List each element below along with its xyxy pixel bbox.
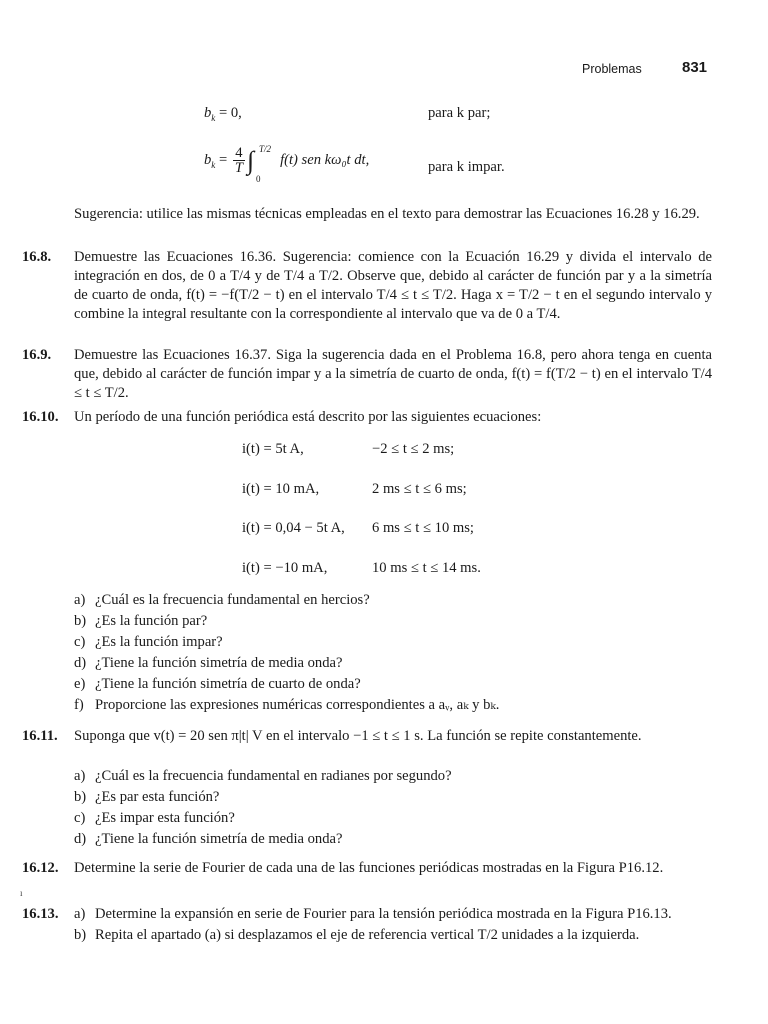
list-item: c) ¿Es la función impar?: [74, 634, 223, 650]
equation-row: i(t) = 0,04 − 5t A, 6 ms ≤ t ≤ 10 ms;: [242, 520, 474, 536]
problem-number: 16.9.: [22, 347, 52, 363]
problem-16-10-options: [74, 591, 714, 717]
equation-bk-odd: $b_k$ = $\frac{4}{T}$ ∫ T/2 0 f(t) sen kω₀t dt,: [204, 144, 370, 184]
list-item: a) Determine la expansión en serie de Fourier para la tensión periódica mostrada en la Figura P16.13.: [74, 906, 672, 922]
equation-row: i(t) = 10 mA, 2 ms ≤ t ≤ 6 ms;: [242, 481, 467, 497]
problem-number: 16.12.: [22, 860, 59, 876]
equation-bk-odd-condition: para k impar.: [428, 159, 505, 175]
section-title: Problemas: [582, 62, 642, 76]
problem-number: 16.11.: [22, 728, 58, 744]
problem-16-12: [22, 859, 712, 878]
fraction: $\frac{4}{T}$: [234, 145, 243, 176]
equation-row: i(t) = −10 mA, 10 ms ≤ t ≤ 14 ms.: [242, 560, 481, 576]
problem-text: Demuestre las Ecuaciones 16.36. Sugerencia: comience con la Ecuación 16.29 y divida el intervalo de integración en dos, de 0 a T/4 y de T/4 a T/2. Observe que, debido al carácter de función par y a la simetría de cuarto de onda, f(t) = −f(T/2 − t) en el intervalo T/4 ≤ t ≤ T/2. Haga x = T/2 − t en el segundo intervalo y combine la integral resultante con la correspondiente al intervalo que va de 0 a T/4.: [74, 249, 712, 322]
problem-number: 16.13.: [22, 906, 59, 922]
list-item: a) ¿Cuál es la frecuencia fundamental en radianes por segundo?: [74, 768, 452, 784]
list-item: b) ¿Es par esta función?: [74, 789, 220, 805]
problem-text: Determine la serie de Fourier de cada una de las funciones periódicas mostradas en la Figura P16.12.: [74, 860, 664, 876]
list-item: d) ¿Tiene la función simetría de media onda?: [74, 655, 343, 671]
list-item: f) Proporcione las expresiones numéricas correspondientes a aᵥ, aₖ y bₖ.: [74, 697, 500, 713]
problem-text: Demuestre las Ecuaciones 16.37. Siga la sugerencia dada en el Problema 16.8, pero ahora tenga en cuenta que, debido al carácter de función impar y a la simetría de cuarto de onda, f(t) = f(T/2 − t) en el intervalo T/4 ≤ t ≤ T/2.: [74, 347, 712, 401]
problem-16-11: [22, 727, 712, 746]
equation-row: i(t) = 5t A, −2 ≤ t ≤ 2 ms;: [242, 441, 455, 457]
list-item: b) Repita el apartado (a) si desplazamos el eje de referencia vertical T/2 unidades a la izquierda.: [74, 927, 640, 943]
problem-16-13: [22, 905, 712, 945]
list-item: d) ¿Tiene la función simetría de media onda?: [74, 831, 343, 847]
equation-bk-even: $b_k = 0$,: [204, 105, 242, 123]
hint-paragraph: Sugerencia: utilice las mismas técnicas empleadas en el texto para demostrar las Ecuaciones 16.28 y 16.29.: [74, 206, 700, 222]
page-header: [0, 58, 768, 78]
problem-16-9: [22, 346, 712, 403]
problem-text: Un período de una función periódica está descrito por las siguientes ecuaciones:: [74, 409, 542, 425]
problem-16-8: [22, 248, 712, 324]
problem-13-parts: [74, 905, 712, 945]
problem-16-11-options: [74, 767, 714, 851]
problem-number: 16.8.: [22, 249, 52, 265]
problem-text: Suponga que v(t) = 20 sen π|t| V en el intervalo −1 ≤ t ≤ 1 s. La función se repite constantemente.: [74, 728, 642, 744]
page-number: 831: [682, 59, 708, 76]
problem-16-10: [22, 408, 712, 427]
list-item: a) ¿Cuál es la frecuencia fundamental en hercios?: [74, 592, 370, 608]
list-item: b) ¿Es la función par?: [74, 613, 208, 629]
integral-sign: ∫ T/2 0: [246, 144, 271, 184]
margin-mark: ı: [20, 888, 23, 898]
problem-number: 16.10.: [22, 409, 59, 425]
equation-bk-even-condition: para k par;: [428, 105, 491, 121]
list-item: c) ¿Es impar esta función?: [74, 810, 235, 826]
list-item: e) ¿Tiene la función simetría de cuarto de onda?: [74, 676, 361, 692]
